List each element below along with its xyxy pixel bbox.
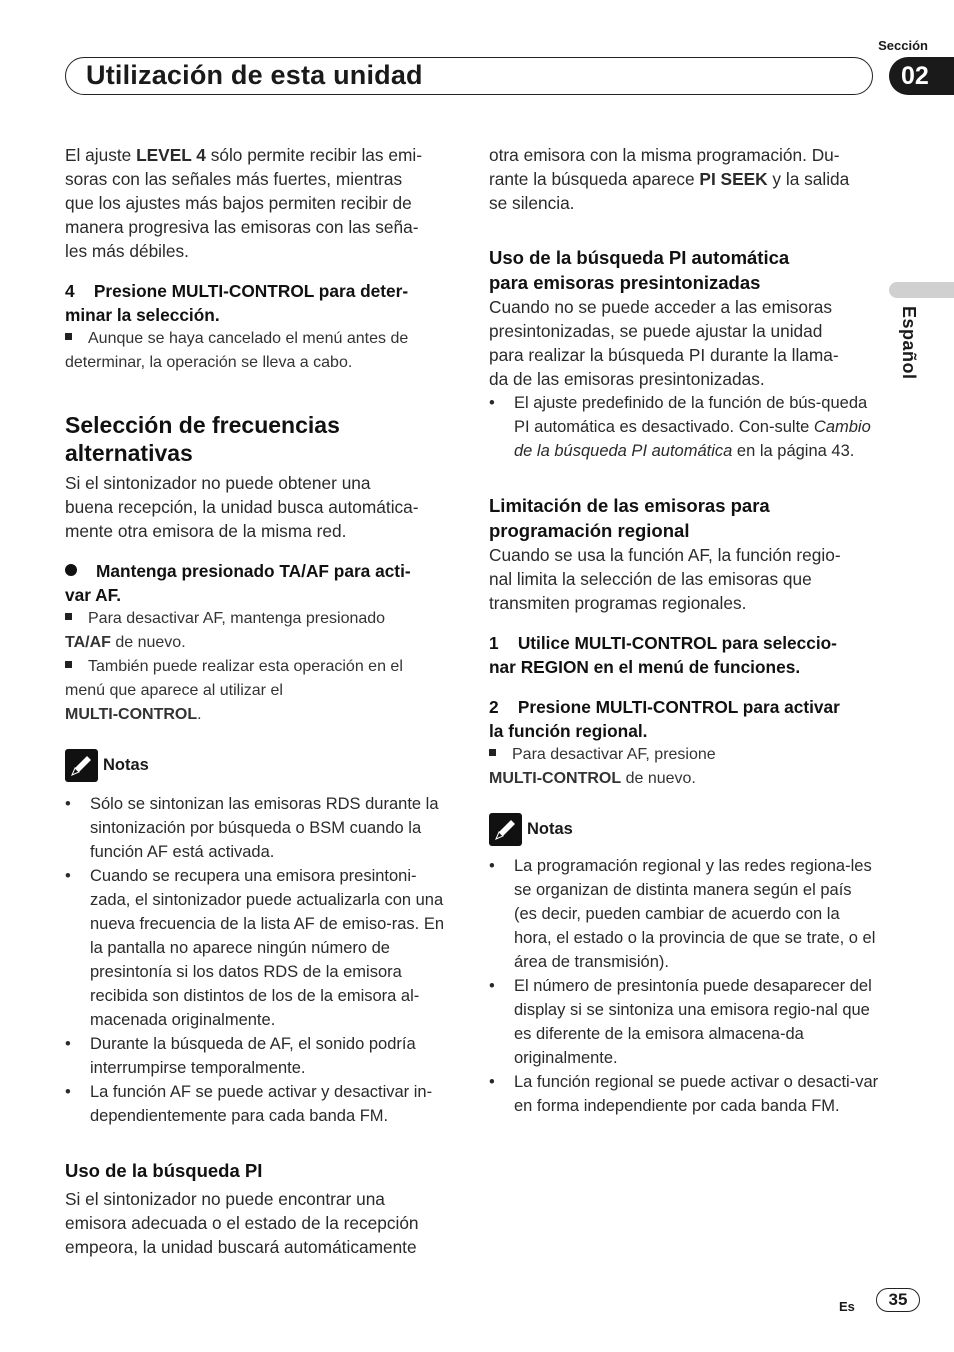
- text: var AF.: [65, 585, 122, 605]
- text: para realizar la búsqueda PI durante la llama-: [489, 345, 839, 365]
- multi-control-term: MULTI-CONTROL: [65, 706, 198, 723]
- auto-bullets: [489, 391, 879, 463]
- text: y la salida: [767, 169, 850, 189]
- text: buena recepción, la unidad busca automática-: [65, 497, 419, 517]
- text: rante la búsqueda aparece: [489, 169, 700, 189]
- square-bullet-icon: [65, 333, 72, 340]
- text: presintonizadas, se puede ajustar la unidad: [489, 321, 823, 341]
- round-bullet-icon: [65, 564, 77, 576]
- text: Cuando no se puede acceder a las emisoras: [489, 297, 832, 317]
- text: 4 Presione MULTI-CONTROL para deter-: [65, 281, 409, 301]
- text: El ajuste predefinido de la función de bús-queda PI automática es desactivado. Con-sulte: [514, 394, 868, 436]
- text: El ajuste: [65, 145, 137, 165]
- text: menú que aparece al utilizar el: [65, 682, 283, 699]
- notes-label: Notas: [103, 756, 149, 774]
- cross-reference-link[interactable]: Cambio de la búsqueda PI automática: [514, 418, 871, 460]
- text: .: [197, 706, 202, 723]
- section-label: Sección: [878, 38, 928, 53]
- step-1: [489, 631, 879, 679]
- ta-note-1: [65, 607, 455, 655]
- text: Mantenga presionado TA/AF para acti-: [96, 561, 411, 581]
- level4-term: LEVEL 4: [136, 145, 206, 165]
- text: que los ajustes más bajos permiten recibir de: [65, 193, 412, 213]
- text: manera progresiva las emisoras con las seña-: [65, 217, 419, 237]
- text: alternativas: [65, 440, 193, 466]
- text: de nuevo.: [621, 770, 696, 787]
- regional-paragraph: [489, 543, 879, 615]
- text: para emisoras presintonizadas: [489, 272, 761, 293]
- section-number-badge: 02: [889, 57, 954, 95]
- heading-regional: [489, 493, 879, 543]
- notes-header: [489, 813, 879, 846]
- note-pencil-icon: [489, 813, 522, 846]
- text: les más débiles.: [65, 241, 189, 261]
- step-2-note: [489, 743, 879, 791]
- notes-header: [65, 749, 455, 782]
- list-item: • Durante la búsqueda de AF, el sonido podría interrumpirse temporalmente.: [65, 1032, 455, 1080]
- text: Uso de la búsqueda PI automática: [489, 247, 790, 268]
- square-bullet-icon: [489, 749, 496, 756]
- text: determinar, la operación se lleva a cabo.: [65, 354, 353, 371]
- text: se silencia.: [489, 193, 575, 213]
- text: emisora adecuada o el estado de la recepción: [65, 1213, 419, 1233]
- text: transmiten programas regionales.: [489, 593, 747, 613]
- list-item: • La programación regional y las redes regiona-les se organizan de distinta manera según el país (es decir, pueden cambiar de acuerdo con la hora, el estado o la provincia de que se trate, o el área de transmisión).: [489, 854, 879, 974]
- text: minar la selección.: [65, 305, 220, 325]
- language-label: Español: [899, 306, 919, 380]
- text: Para desactivar AF, mantenga presionado: [88, 610, 386, 627]
- pi-seek-term: PI SEEK: [699, 169, 768, 189]
- list-item: • Sólo se sintonizan las emisoras RDS durante la sintonización por búsqueda o BSM cuando la función AF está activada.: [65, 792, 455, 864]
- text: nar REGION en el menú de funciones.: [489, 657, 801, 677]
- text: También puede realizar esta operación en el: [88, 658, 403, 675]
- multi-control-term: MULTI-CONTROL: [489, 770, 622, 787]
- notes-list: [65, 792, 455, 1128]
- text: Si el sintonizador no puede obtener una: [65, 473, 371, 493]
- text: soras con las señales más fuertes, mientras: [65, 169, 403, 189]
- ta-note-2: [65, 655, 455, 727]
- text: Si el sintonizador no puede encontrar una: [65, 1189, 385, 1209]
- text: sólo permite recibir las emi-: [205, 145, 422, 165]
- text: Para desactivar AF, presione: [512, 746, 716, 763]
- text: en la página 43.: [732, 442, 855, 460]
- text: Aunque se haya cancelado el menú antes de: [88, 330, 409, 347]
- text: 2 Presione MULTI-CONTROL para activar: [489, 697, 840, 717]
- notes-list: [489, 854, 879, 1118]
- heading-pi-search: Uso de la búsqueda PI: [65, 1160, 263, 1181]
- list-item: • La función regional se puede activar o desacti-var en forma independiente por cada banda FM.: [489, 1070, 879, 1118]
- text: da de las emisoras presintonizadas.: [489, 369, 765, 389]
- square-bullet-icon: [65, 613, 72, 620]
- text: mente otra emisora de la misma red.: [65, 521, 347, 541]
- left-column: [65, 143, 455, 1259]
- pi-continued-paragraph: [489, 143, 879, 215]
- list-item: • La función AF se puede activar y desactivar in-dependientemente para cada banda FM.: [65, 1080, 455, 1128]
- list-item: • El número de presintonía puede desaparecer del display si se sintoniza una emisora regio-nal que es diferente de la emisora almacena-da originalmente.: [489, 974, 879, 1070]
- page-number: 35: [876, 1288, 920, 1312]
- step-2: [489, 695, 879, 743]
- alt-paragraph: [65, 471, 455, 543]
- square-bullet-icon: [65, 661, 72, 668]
- list-item: • Cuando se recupera una emisora presintoni-zada, el sintonizador puede actualizarla con una nueva frecuencia de la lista AF de emiso-ras. En la pantalla no aparece ningún número de presintonía si los datos RDS de la emisora recibida son distintos de los de la emisora al-macenada originalmente.: [65, 864, 455, 1032]
- language-tab: [889, 282, 954, 298]
- text: Selección de frecuencias: [65, 412, 340, 438]
- auto-paragraph: [489, 295, 879, 391]
- pi-paragraph: [65, 1187, 455, 1259]
- text: nal limita la selección de las emisoras que: [489, 569, 812, 589]
- text: otra emisora con la misma programación. Du-: [489, 145, 840, 165]
- text: Cuando se usa la función AF, la función regio-: [489, 545, 841, 565]
- right-column: [489, 143, 879, 1118]
- step-ta-af: [65, 559, 455, 607]
- text: la función regional.: [489, 721, 648, 741]
- ta-af-term: TA/AF: [65, 634, 111, 651]
- text: de nuevo.: [110, 634, 186, 651]
- step-4: [65, 279, 455, 327]
- text: empeora, la unidad buscará automáticamente: [65, 1237, 417, 1257]
- step-4-note: [65, 327, 455, 375]
- notes-label: Notas: [527, 820, 573, 838]
- footer-language-code: Es: [839, 1299, 855, 1314]
- page-title: Utilización de esta unidad: [86, 60, 423, 90]
- note-pencil-icon: [65, 749, 98, 782]
- list-item: [489, 391, 879, 463]
- text: Limitación de las emisoras para: [489, 495, 770, 516]
- text: programación regional: [489, 520, 690, 541]
- header-bar: [65, 57, 873, 95]
- heading-auto-pi: [489, 245, 879, 295]
- intro-paragraph: [65, 143, 455, 263]
- text: 1 Utilice MULTI-CONTROL para seleccio-: [489, 633, 837, 653]
- heading-alternative-frequencies: [65, 411, 455, 467]
